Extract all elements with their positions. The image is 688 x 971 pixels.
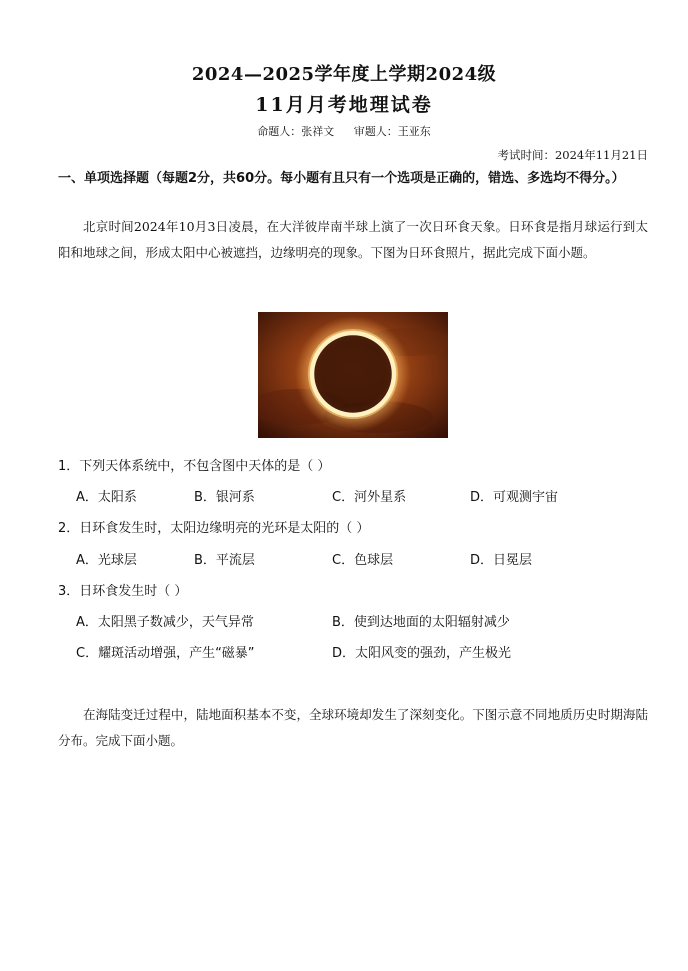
author-line (0, 123, 688, 139)
reviewer-name: 审题人：王亚东 (353, 125, 431, 138)
question-2: 2．日环食发生时，太阳边缘明亮的光环是太阳的（ ） (58, 521, 370, 536)
q3-option-b[interactable]: B．使到达地面的太阳辐射减少 (332, 615, 510, 630)
question-3: 3．日环食发生时（ ） (58, 584, 188, 599)
q1-option-a[interactable]: A．太阳系 (76, 490, 137, 505)
passage-sea-land: 在海陆变迁过程中，陆地面积基本不变，全球环境却发生了深刻变化。下图示意不同地质历史时期海陆分布。完成下面小题。 (58, 707, 648, 748)
section-heading: 一、单项选择题（每题2分，共60分。每小题有且只有一个选项是正确的，错选、多选均不得分。） (58, 171, 625, 186)
q3-option-c[interactable]: C．耀斑活动增强，产生“磁暴” (76, 646, 255, 661)
exam-title-line2: 11月月考地理试卷 (255, 94, 433, 116)
q1-option-b[interactable]: B．银河系 (194, 490, 255, 505)
q2-option-a[interactable]: A．光球层 (76, 553, 137, 568)
q2-option-c[interactable]: C．色球层 (332, 553, 394, 568)
author-name: 命题人：张祥文 (257, 125, 335, 138)
eclipse-photo-svg (258, 312, 448, 438)
q2-option-d[interactable]: D．日冕层 (470, 553, 533, 568)
q3-option-a[interactable]: A．太阳黑子数减少，天气异常 (76, 615, 254, 630)
exam-time: 考试时间：2024年11月21日 (497, 148, 648, 162)
q2-option-b[interactable]: B．平流层 (194, 553, 255, 568)
q1-option-c[interactable]: C．河外星系 (332, 490, 407, 505)
q3-option-d[interactable]: D．太阳风变的强劲，产生极光 (332, 646, 512, 661)
q1-option-d[interactable]: D．可观测宇宙 (470, 490, 559, 505)
passage-eclipse: 北京时间2024年10月3日凌晨，在大洋彼岸南半球上演了一次日环食天象。日环食是指月球运行到太阳和地球之间，形成太阳中心被遮挡，边缘明亮的现象。下图为日环食照片，据此完成下面小题。 (58, 219, 648, 260)
exam-title-line1: 2024—2025学年度上学期2024级 (191, 64, 497, 85)
question-1: 1．下列天体系统中，不包含图中天体的是（ ） (58, 459, 331, 474)
eclipse-photo (258, 312, 448, 438)
